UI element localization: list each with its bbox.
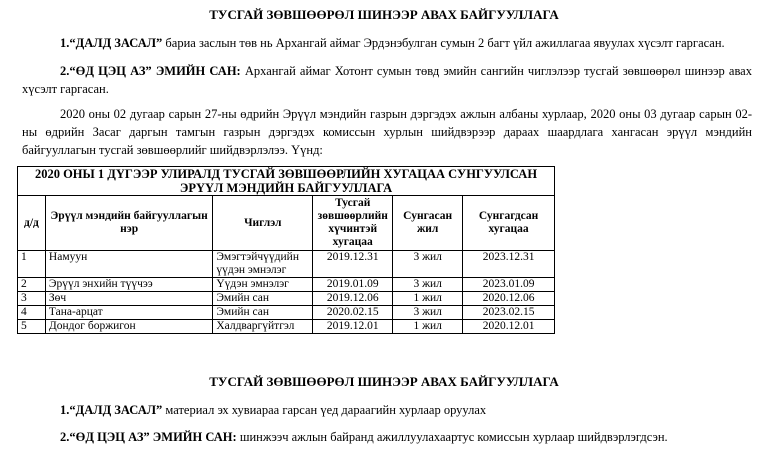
- header-direction: Чиглэл: [213, 196, 313, 251]
- header-name: Эрүүл мэндийн байгууллагын нэр: [45, 196, 212, 251]
- item2-org-name: 2.“ӨД ЦЭЦ АЗ” ЭМИЙН САН:: [60, 64, 241, 78]
- table-title: 2020 ОНЫ 1 ДҮГЭЭР УЛИРАЛД ТУСГАЙ ЗӨВШӨӨРЛИЙН ХУГАЦАА СУНГУУЛСАН ЭРҮҮЛ МЭНДИЙН БАЙГУУЛЛАГА: [18, 167, 555, 196]
- header-valid: Тусгай зөвшөөрлийн хүчинтэй хугацаа: [313, 196, 393, 251]
- table-row: 1 Намуун Эмэгтэйчүүдийн үүдэн эмнэлэг 2019.12.31 3 жил 2023.12.31: [18, 251, 555, 278]
- item2-text: Архангай аймаг Хотонт сумын төвд эмийн сангийн чиглэлээр тусгай зөвшөөрөл шинээр авах хүсэлт гаргасан.: [22, 64, 752, 96]
- item2-org-name: 2.“ӨД ЦЭЦ АЗ” ЭМИЙН САН:: [60, 430, 237, 444]
- section2-title: ТУСГАЙ ЗӨВШӨӨРӨЛ ШИНЭЭР АВАХ БАЙГУУЛЛАГА: [209, 374, 559, 389]
- item1-text: материал эх хувиараа гарсан үед дараагийн хурлаар оруулах: [162, 403, 487, 417]
- section1-paragraph: 2020 оны 02 дугаар сарын 27-ны өдрийн Эрүүл мэндийн газрын дэргэдэх ажлын албаны хурлаар, 2020 оны 03 дугаар сарын 02-ны өдрийн Засаг даргын тамгын газрын дэргэдэх комиссын хурлын шийдвэрээр дараах шаардлага хангасан эрүүл мэндийн байгууллагын тусгай зөвшөөрлийг шийдвэрлэлээ. Үүнд:: [22, 107, 752, 157]
- section1-item1: [22, 34, 752, 52]
- table-header-row: [18, 196, 555, 251]
- table-caption-row: [18, 167, 555, 196]
- licenses-table: [17, 166, 555, 334]
- item1-org-name: 1.“ДАЛД ЗАСАЛ”: [60, 403, 163, 417]
- table-row: 3 Зөч Эмийн сан 2019.12.06 1 жил 2020.12.06: [18, 292, 555, 306]
- section2-item1: [22, 401, 752, 419]
- section1-title: ТУСГАЙ ЗӨВШӨӨРӨЛ ШИНЭЭР АВАХ БАЙГУУЛЛАГА: [209, 7, 559, 22]
- table-row: 2 Эрүүл энхийн түүчээ Үүдэн эмнэлэг 2019.01.09 3 жил 2023.01.09: [18, 278, 555, 292]
- section2-item2: [22, 428, 752, 446]
- item1-text: бариа заслын төв нь Архангай аймаг Эрдэнэбулган сумын 2 багт үйл ажиллагаа явуулах хүсэлт гаргасан.: [162, 36, 725, 50]
- table-row: 4 Тана-арцат Эмийн сан 2020.02.15 3 жил 2023.02.15: [18, 306, 555, 320]
- item1-org-name: 1.“ДАЛД ЗАСАЛ”: [60, 36, 163, 50]
- header-no: д/д: [18, 196, 46, 251]
- header-new-valid: Сунгагдсан хугацаа: [463, 196, 555, 251]
- item2-text: шинжээч ажлын байранд ажиллуулахаартус комиссын хурлаар шийдвэрлэгдсэн.: [236, 430, 668, 444]
- table-row: 5 Дондог боржигон Халдваргүйтгэл 2019.12.01 1 жил 2020.12.01: [18, 320, 555, 334]
- section1-item2: [22, 62, 752, 98]
- header-extended: Сунгасан жил: [393, 196, 463, 251]
